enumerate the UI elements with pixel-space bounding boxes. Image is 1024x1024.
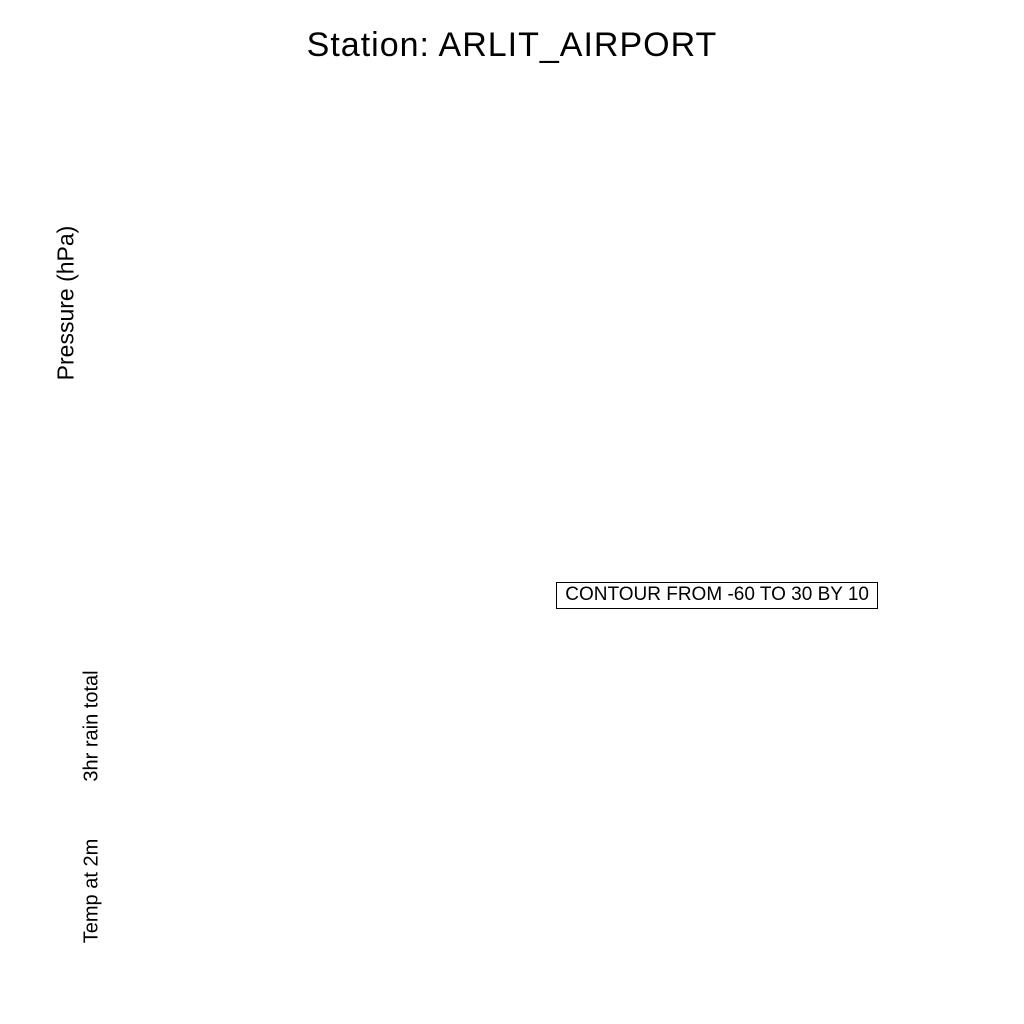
pressure-axis-label: Pressure (hPa)	[52, 225, 79, 381]
contour-note: CONTOUR FROM -60 TO 30 BY 10	[556, 582, 878, 609]
rain-axis-label: 3hr rain total	[80, 670, 103, 782]
temp-axis-label: Temp at 2m	[80, 838, 103, 944]
page-title: Station: ARLIT_AIRPORT	[306, 26, 718, 64]
